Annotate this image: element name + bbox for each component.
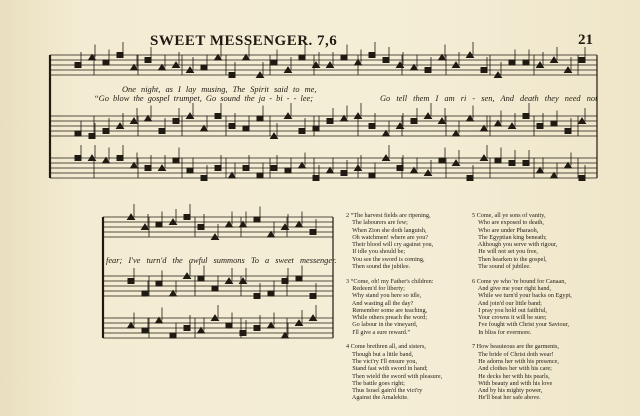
note-head	[103, 60, 109, 65]
note-head	[89, 134, 95, 139]
note-head	[313, 126, 319, 131]
verse-line: He will not set you free,	[472, 248, 538, 256]
verse-line	[346, 270, 442, 277]
verse-line: Who are under Pharaoh,	[472, 226, 539, 234]
note-head	[198, 225, 204, 230]
note-head	[313, 176, 319, 181]
verse-line: I've fought with Christ your Saviour,	[472, 321, 570, 329]
note-head	[75, 156, 81, 161]
note-head	[187, 168, 193, 173]
verse-line: Oh watchmen! where are you?	[346, 233, 429, 241]
note-head	[369, 173, 375, 178]
note-head	[523, 60, 529, 65]
note-head	[439, 158, 445, 163]
note-head	[215, 166, 221, 171]
note-head	[565, 129, 571, 134]
note-head	[369, 53, 375, 58]
verse-line	[472, 336, 572, 343]
note-head	[240, 331, 246, 336]
note-head	[537, 124, 543, 129]
verse-line: Stand fast with sword in hand;	[346, 365, 428, 373]
note-head	[509, 161, 515, 166]
verse-line: Then wield the sword with pleasure,	[346, 372, 443, 380]
note-head	[243, 166, 249, 171]
note-head	[170, 333, 176, 338]
note-head	[117, 156, 123, 161]
note-head	[212, 286, 218, 291]
verse-line: 6 Come ye who 're bound for Canaan,	[472, 277, 566, 285]
verse-line: Go labour in the vineyard,	[346, 321, 418, 329]
verse-line: Then sound the jubilee.	[346, 263, 411, 271]
note-head	[383, 58, 389, 63]
verse-line: The sound of jubilee.	[472, 263, 531, 271]
verse-line: The vict'ry I'll ensure you,	[346, 357, 418, 365]
note-head	[142, 328, 148, 333]
verse-line: Why stand you here so idle,	[346, 292, 422, 300]
note-head	[579, 176, 585, 181]
note-head	[226, 323, 232, 328]
note-head	[145, 58, 151, 63]
note-head	[142, 291, 148, 296]
note-head	[523, 114, 529, 119]
verse-line: You see the sword is coming,	[346, 255, 425, 263]
note-head	[523, 161, 529, 166]
note-head	[310, 294, 316, 299]
note-head	[229, 124, 235, 129]
note-head	[310, 230, 316, 235]
note-head	[229, 73, 235, 78]
note-head	[103, 129, 109, 134]
lyric-line-3: fear; I've turn'd the awful summons To a sweet messenger.	[106, 256, 337, 265]
verse-line: And give me your right hand,	[472, 284, 552, 292]
verse-line: And by his mighty power,	[472, 387, 543, 395]
note-head	[215, 114, 221, 119]
note-head	[173, 158, 179, 163]
verses-column-left	[346, 212, 442, 402]
note-head	[257, 116, 263, 121]
verse-line: The labourers are few;	[346, 219, 408, 227]
note-head	[201, 65, 207, 70]
verse-line: 4 Come brethren all, and sisters,	[346, 343, 426, 351]
verse-line: The Egyptian king beneath;	[472, 233, 547, 241]
note-head	[299, 129, 305, 134]
note-head	[296, 276, 302, 281]
verse-line: And clothes her with his care;	[472, 365, 552, 373]
note-head	[254, 326, 260, 331]
verse-line: He decks her with his pearls,	[472, 372, 550, 380]
note-head	[509, 60, 515, 65]
verse-line: And join'd our little band;	[472, 299, 542, 307]
note-head	[128, 279, 134, 284]
note-head	[257, 173, 263, 178]
verse-line: Although you serve with rigour,	[472, 241, 558, 249]
note-head	[184, 326, 190, 331]
verse-line	[472, 270, 572, 277]
verse-line: If idle you should be;	[346, 248, 406, 256]
note-head	[397, 166, 403, 171]
note-head	[282, 279, 288, 284]
note-head	[75, 131, 81, 136]
verse-line: Thus Israel gain'd the vict'ry	[346, 387, 423, 395]
note-head	[369, 124, 375, 129]
verse-line: Who are exposed to death,	[472, 219, 544, 227]
verse-line: With beauty and with his love	[472, 379, 553, 387]
note-head	[198, 276, 204, 281]
verse-line: Though but a little band,	[346, 350, 414, 358]
note-head	[411, 119, 417, 124]
note-head	[156, 222, 162, 227]
verse-line	[346, 336, 442, 343]
note-head	[201, 176, 207, 181]
note-head	[481, 68, 487, 73]
note-head	[75, 63, 81, 68]
verse-line: The battle goes right;	[346, 379, 405, 387]
note-head	[117, 53, 123, 58]
verse-line: And wasting all the day?	[346, 299, 414, 307]
verse-line: While others preach the word;	[346, 314, 427, 322]
verse-line: He adorns her with his presence,	[472, 357, 559, 365]
note-head	[327, 119, 333, 124]
verse-line: 5 Come, all ye sons of vanity,	[472, 212, 546, 219]
note-head	[467, 176, 473, 181]
note-head	[271, 166, 277, 171]
verse-line: While we turn'd your backs on Egypt,	[472, 292, 572, 300]
note-head	[579, 58, 585, 63]
verse-line: He'll beat her safe above.	[472, 394, 541, 402]
hymn-title: SWEET MESSENGER. 7,6	[150, 33, 338, 49]
note-head	[341, 55, 347, 60]
note-head	[425, 68, 431, 73]
note-head	[271, 60, 277, 65]
verse-line: In bliss for evermore.	[472, 328, 532, 336]
lyric-line-2: “Go blow the gospel trumpet, Go sound the ja - bi - - lee;	[94, 94, 314, 103]
verse-line: The bride of Christ doth wear!	[472, 350, 554, 358]
note-head	[299, 55, 305, 60]
note-head	[285, 168, 291, 173]
verses-column-right	[472, 212, 572, 402]
lyric-line-2b: Go tell them I am ri - sen, And death they need not	[380, 94, 598, 103]
verse-line: Redeem'd for liberty;	[346, 284, 405, 292]
note-head	[145, 166, 151, 171]
note-head	[243, 126, 249, 131]
verse-line: Their blood will cry against you,	[346, 241, 434, 249]
verse-line: 3 “Come, oh! my Father's children:	[346, 277, 434, 285]
verse-line: Then hearken to the gospel,	[472, 255, 547, 263]
verse-line: Your crowns it will be sure;	[472, 314, 547, 322]
verse-line: I pray you hold out faithful,	[472, 306, 547, 314]
verse-line: 7 How beauteous are the garments,	[472, 343, 559, 351]
verse-line: When Zion she doth languish,	[346, 226, 427, 234]
note-head	[156, 281, 162, 286]
page-number: 21	[578, 32, 593, 48]
verse-line: I'll give a sure reward.”	[346, 328, 411, 336]
note-head	[495, 158, 501, 163]
note-head	[184, 215, 190, 220]
note-head	[159, 129, 165, 134]
verse-line: 2 “The harvest fields are ripening,	[346, 212, 431, 219]
note-head	[551, 121, 557, 126]
verse-line: Remember some are teaching,	[346, 306, 428, 314]
lyric-line-1: One night, as I lay musing, The Spirit said to me,	[122, 85, 317, 94]
note-head	[341, 171, 347, 176]
note-head	[254, 294, 260, 299]
verse-line: Against the Amalekite.	[346, 394, 409, 402]
note-head	[254, 217, 260, 222]
note-head	[268, 291, 274, 296]
note-head	[173, 119, 179, 124]
